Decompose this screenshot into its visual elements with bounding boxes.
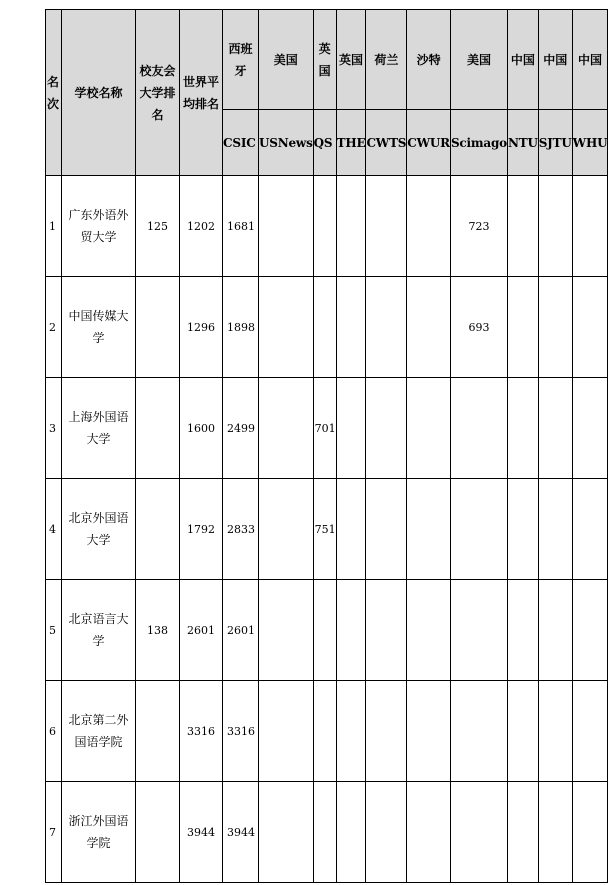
cell-cwur: [407, 580, 451, 681]
cell-sjtu: [538, 479, 572, 580]
header-school: 学校名称: [62, 10, 136, 176]
cell-alumni: [136, 277, 180, 378]
header-source-cwur: CWUR: [407, 110, 451, 176]
cell-school: 中国传媒大学: [62, 277, 136, 378]
cell-world-avg: 1600: [180, 378, 223, 479]
ranking-table: [45, 9, 608, 883]
header-alumni: 校友会大学排名: [136, 10, 180, 176]
cell-scimago: 723: [450, 176, 507, 277]
cell-usnews: [259, 782, 314, 883]
table-row: [46, 176, 608, 277]
cell-qs: 751: [313, 479, 336, 580]
cell-the: [336, 782, 366, 883]
cell-qs: [313, 580, 336, 681]
cell-scimago: 693: [450, 277, 507, 378]
cell-world-avg: 3944: [180, 782, 223, 883]
cell-whu: [572, 782, 608, 883]
cell-usnews: [259, 277, 314, 378]
cell-rank: 2: [46, 277, 62, 378]
header-source-whu: WHU: [572, 110, 608, 176]
cell-alumni: [136, 681, 180, 782]
cell-school: 北京语言大学: [62, 580, 136, 681]
table-row: [46, 277, 608, 378]
cell-ntu: [507, 277, 538, 378]
header-country-whu: 中国: [572, 10, 608, 110]
cell-sjtu: [538, 580, 572, 681]
cell-ntu: [507, 176, 538, 277]
cell-qs: [313, 681, 336, 782]
cell-scimago: [450, 479, 507, 580]
cell-ntu: [507, 580, 538, 681]
cell-cwts: [366, 782, 407, 883]
cell-the: [336, 277, 366, 378]
cell-whu: [572, 176, 608, 277]
cell-scimago: [450, 782, 507, 883]
cell-school: 浙江外国语学院: [62, 782, 136, 883]
cell-whu: [572, 479, 608, 580]
header-source-usnews: USNews: [259, 110, 314, 176]
cell-sjtu: [538, 378, 572, 479]
cell-cwts: [366, 277, 407, 378]
cell-alumni: 138: [136, 580, 180, 681]
header-country-csic: 西班牙: [223, 10, 259, 110]
cell-the: [336, 479, 366, 580]
cell-csic: 3944: [223, 782, 259, 883]
cell-alumni: [136, 479, 180, 580]
cell-qs: 701: [313, 378, 336, 479]
header-country-ntu: 中国: [507, 10, 538, 110]
cell-school: 上海外国语大学: [62, 378, 136, 479]
cell-alumni: 125: [136, 176, 180, 277]
cell-world-avg: 2601: [180, 580, 223, 681]
table-row: [46, 681, 608, 782]
cell-whu: [572, 681, 608, 782]
cell-cwur: [407, 176, 451, 277]
cell-world-avg: 1202: [180, 176, 223, 277]
table-row: [46, 378, 608, 479]
header-source-the: THE: [336, 110, 366, 176]
cell-cwur: [407, 782, 451, 883]
cell-cwur: [407, 681, 451, 782]
cell-whu: [572, 580, 608, 681]
cell-usnews: [259, 681, 314, 782]
cell-usnews: [259, 378, 314, 479]
cell-ntu: [507, 681, 538, 782]
header-rank: 名次: [46, 10, 62, 176]
cell-the: [336, 378, 366, 479]
cell-sjtu: [538, 176, 572, 277]
cell-whu: [572, 277, 608, 378]
cell-csic: 2601: [223, 580, 259, 681]
header-source-ntu: NTU: [507, 110, 538, 176]
header-country-usnews: 美国: [259, 10, 314, 110]
header-world-avg: 世界平均排名: [180, 10, 223, 176]
cell-sjtu: [538, 277, 572, 378]
cell-ntu: [507, 479, 538, 580]
header-source-cwts: CWTS: [366, 110, 407, 176]
cell-cwur: [407, 277, 451, 378]
cell-rank: 6: [46, 681, 62, 782]
cell-rank: 5: [46, 580, 62, 681]
cell-ntu: [507, 378, 538, 479]
header-country-sjtu: 中国: [538, 10, 572, 110]
cell-school: 北京外国语大学: [62, 479, 136, 580]
cell-the: [336, 681, 366, 782]
cell-rank: 4: [46, 479, 62, 580]
cell-csic: 1681: [223, 176, 259, 277]
header-country-cwur: 沙特: [407, 10, 451, 110]
cell-cwts: [366, 378, 407, 479]
cell-the: [336, 580, 366, 681]
cell-csic: 2499: [223, 378, 259, 479]
cell-sjtu: [538, 782, 572, 883]
cell-scimago: [450, 378, 507, 479]
cell-csic: 1898: [223, 277, 259, 378]
cell-scimago: [450, 580, 507, 681]
header-source-csic: CSIC: [223, 110, 259, 176]
cell-csic: 3316: [223, 681, 259, 782]
cell-usnews: [259, 176, 314, 277]
table-row: [46, 580, 608, 681]
cell-rank: 7: [46, 782, 62, 883]
header-source-qs: QS: [313, 110, 336, 176]
cell-world-avg: 1296: [180, 277, 223, 378]
table-row: [46, 479, 608, 580]
cell-world-avg: 3316: [180, 681, 223, 782]
header-country-qs: 英国: [313, 10, 336, 110]
table-row: [46, 782, 608, 883]
cell-ntu: [507, 782, 538, 883]
cell-world-avg: 1792: [180, 479, 223, 580]
cell-qs: [313, 277, 336, 378]
cell-sjtu: [538, 681, 572, 782]
cell-cwts: [366, 479, 407, 580]
cell-cwts: [366, 681, 407, 782]
cell-school: 北京第二外国语学院: [62, 681, 136, 782]
cell-qs: [313, 176, 336, 277]
cell-the: [336, 176, 366, 277]
cell-rank: 1: [46, 176, 62, 277]
cell-cwur: [407, 479, 451, 580]
cell-usnews: [259, 580, 314, 681]
cell-usnews: [259, 479, 314, 580]
cell-school: 广东外语外贸大学: [62, 176, 136, 277]
cell-cwts: [366, 580, 407, 681]
cell-csic: 2833: [223, 479, 259, 580]
header-country-scimago: 美国: [450, 10, 507, 110]
header-source-sjtu: SJTU: [538, 110, 572, 176]
cell-scimago: [450, 681, 507, 782]
cell-qs: [313, 782, 336, 883]
cell-rank: 3: [46, 378, 62, 479]
header-country-cwts: 荷兰: [366, 10, 407, 110]
cell-alumni: [136, 378, 180, 479]
cell-cwts: [366, 176, 407, 277]
cell-alumni: [136, 782, 180, 883]
header-source-scimago: Scimago: [450, 110, 507, 176]
header-country-the: 英国: [336, 10, 366, 110]
cell-cwur: [407, 378, 451, 479]
cell-whu: [572, 378, 608, 479]
